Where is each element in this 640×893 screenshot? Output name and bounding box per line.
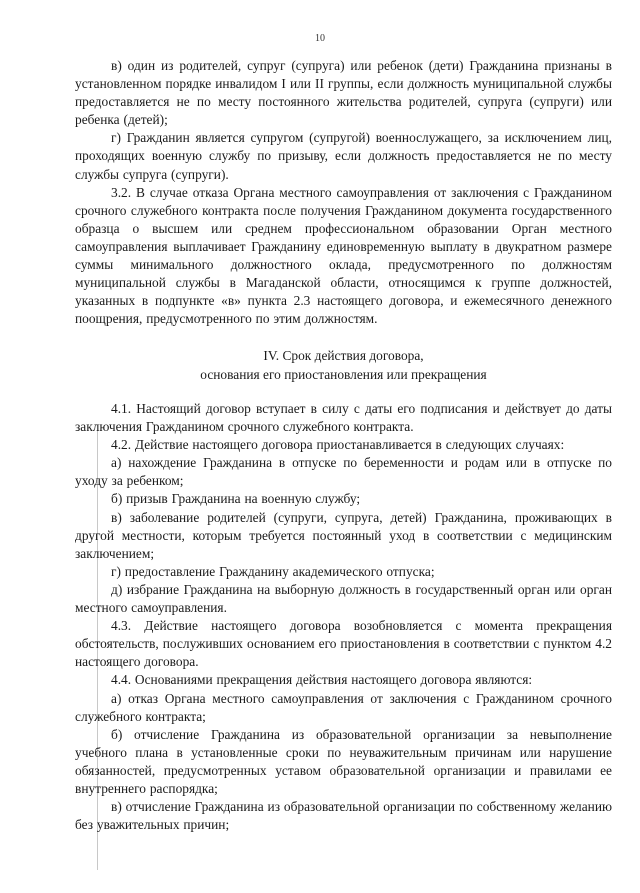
paragraph-4-2: 4.2. Действие настоящего договора приостанавливается в следующих случаях: (111, 437, 565, 453)
text-block-section-4 (75, 400, 612, 834)
page-number: 10 (315, 33, 325, 44)
paragraph-4-4-a: а) отказ Органа местного самоуправления от заключения с Гражданином срочного служебного контракта; (75, 690, 612, 724)
paragraph-4-2-g: г) предоставление Гражданину академического отпуска; (111, 563, 435, 579)
paragraph-4-2-b: б) призыв Гражданина на военную службу; (111, 491, 361, 507)
paragraph-3-1-g: г) Гражданин является супругом (супругой) военнослужащего, за исключением лиц, проходящих военную службу по призыву, если должность предоставляется не по месту службы супруга (супруги). (75, 130, 612, 182)
text-block-section-3 (75, 57, 612, 328)
section-heading-line-2: основания его приостановления или прекращения (200, 367, 487, 382)
section-heading-line-1: IV. Срок действия договора, (263, 348, 424, 363)
paragraph-3-2: 3.2. В случае отказа Органа местного самоуправления от заключения с Гражданином срочного служебного контракта после получения Гражданином документа государственного образца о высшем или среднем профессиональном образовании Орган местного самоуправления выплачивает Гражданину единовременную выплату в двукратном размере суммы минимального должностного оклада, предусмотренного по должностям муниципальной службы в Магаданской области, относящимся к группе должностей, указанных в подпункте «в» пункта 2.3 настоящего договора, и ежемесячного денежного поощрения, предусмотренного по этим должностям. (75, 184, 612, 327)
paragraph-3-1-v: в) один из родителей, супруг (супруга) или ребенок (дети) Гражданина признаны в установленном порядке инвалидом I или II группы, если должность муниципальной службы предоставляется не по месту постоянного жительства родителей, супруга (супруги) или ребенка (детей); (75, 58, 612, 128)
paragraph-4-1: 4.1. Настоящий договор вступает в силу с даты его подписания и действует до даты заключения Гражданином срочного служебного контракта. (75, 401, 612, 435)
paragraph-4-4: 4.4. Основаниями прекращения действия настоящего договора являются: (111, 672, 533, 688)
paragraph-4-2-a: а) нахождение Гражданина в отпуске по беременности и родам или в отпуске по уходу за ребенком; (75, 455, 612, 489)
paragraph-4-3: 4.3. Действие настоящего договора возобновляется с момента прекращения обстоятельств, послуживших основанием его приостановления в соответствии с пунктом 4.2 настоящего договора. (75, 618, 612, 670)
paragraph-4-2-d: д) избрание Гражданина на выборную должность в государственный орган или орган местного самоуправления. (75, 581, 612, 616)
paragraph-4-4-v: в) отчисление Гражданина из образовательной организации по собственному желанию без уважительных причин; (75, 799, 612, 833)
paragraph-4-2-v: в) заболевание родителей (супруги, супруга, детей) Гражданина, проживающих в другой местности, которым требуется постоянный уход в соответствии с медицинским заключением; (75, 509, 612, 561)
paragraph-4-4-b: б) отчисление Гражданина из образовательной организации за невыполнение учебного плана в установленные сроки по неуважительным причинам или нарушение обязанностей, предусмотренных уставом образовательной организации и правилами ее внутреннего распорядка; (75, 726, 612, 796)
section-heading (75, 346, 612, 384)
